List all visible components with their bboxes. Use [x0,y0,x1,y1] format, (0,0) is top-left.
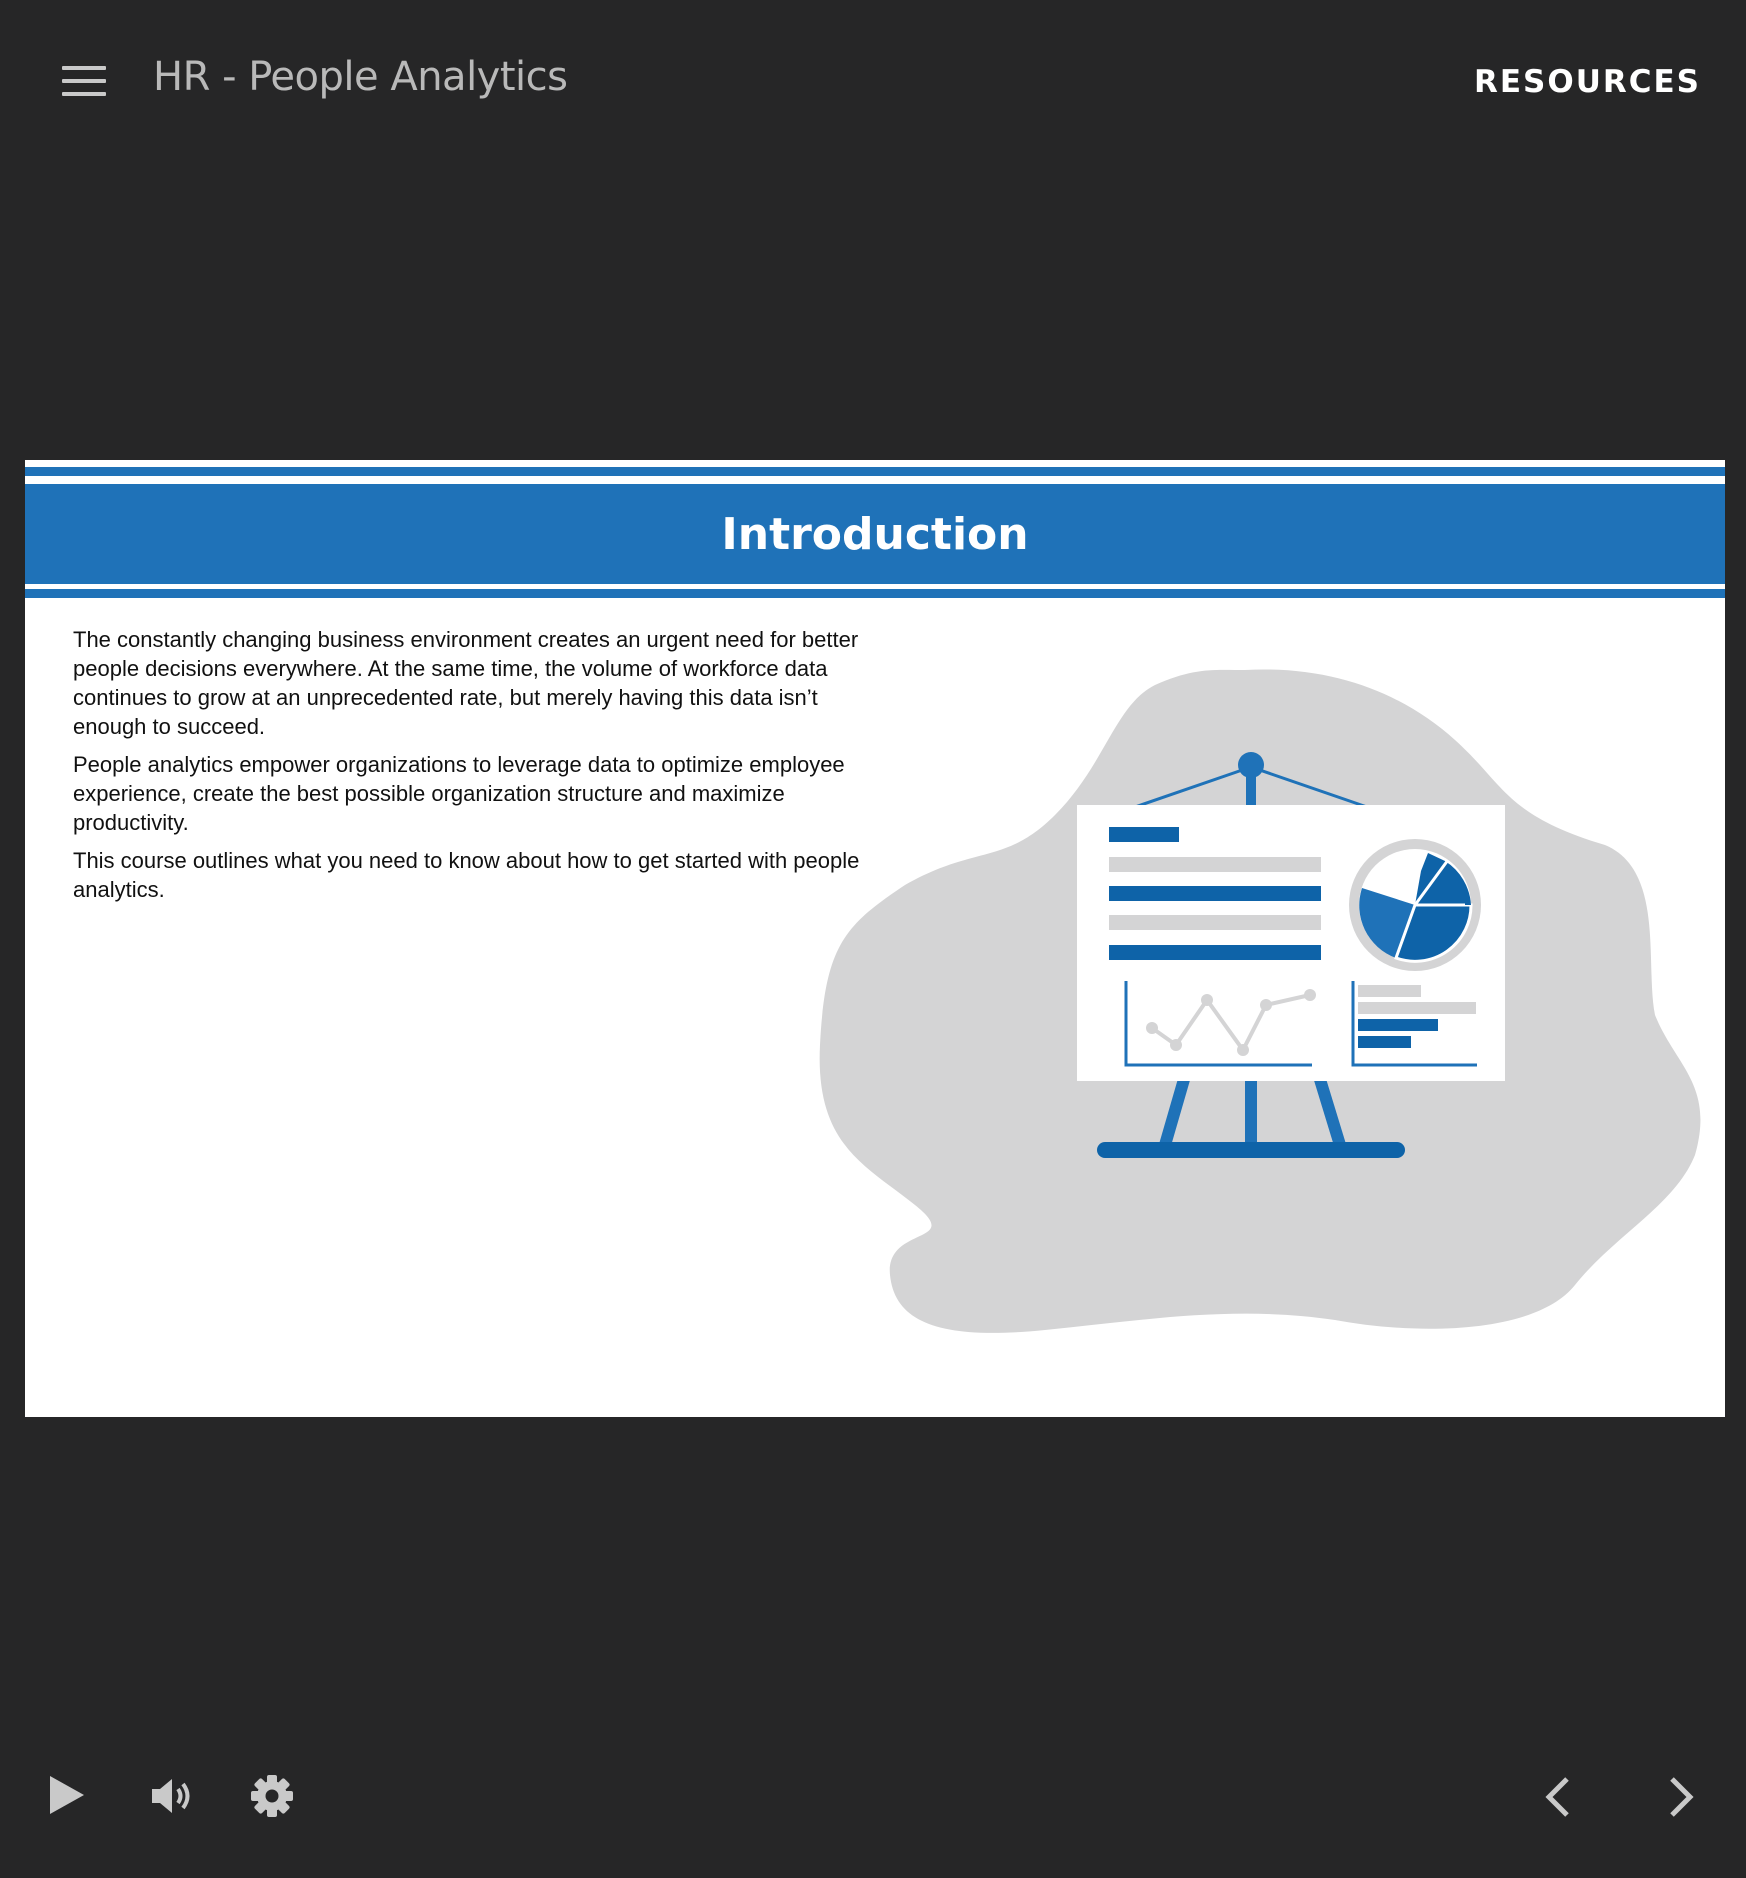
hamburger-menu-icon[interactable] [62,66,106,96]
top-bar [0,0,1746,160]
play-icon[interactable] [48,1774,86,1816]
header-title-bar [25,484,1725,584]
header-stripe-bottom [25,589,1725,598]
header-stripe-top [25,467,1725,476]
player-controls [0,1750,1746,1850]
paragraph-1: The constantly changing business environment creates an urgent need for better people decisions everywhere. At the same time, the volume of workforce data continues to grow at an unprecedented rate, but merely having this data isn’t enough to succeed. [73,627,859,739]
gear-icon[interactable] [250,1774,294,1818]
slide-body-text [73,625,873,913]
chevron-right-icon[interactable] [1666,1776,1696,1818]
slide-content [25,460,1725,1417]
paragraph-3: This course outlines what you need to know about how to get started with people analytics. [73,848,860,902]
slide-header-band [25,460,1725,600]
volume-icon[interactable] [150,1776,196,1816]
slide-title: Introduction [721,508,1029,560]
resources-button[interactable]: RESOURCES [1473,64,1701,100]
chevron-left-icon[interactable] [1543,1776,1573,1818]
presentation-easel-with-charts-icon [815,645,1725,1345]
paragraph-2: People analytics empower organizations to leverage data to optimize employee experience, create the best possible organization structure and maximize productivity. [73,752,845,835]
course-title: HR - People Analytics [153,54,568,100]
